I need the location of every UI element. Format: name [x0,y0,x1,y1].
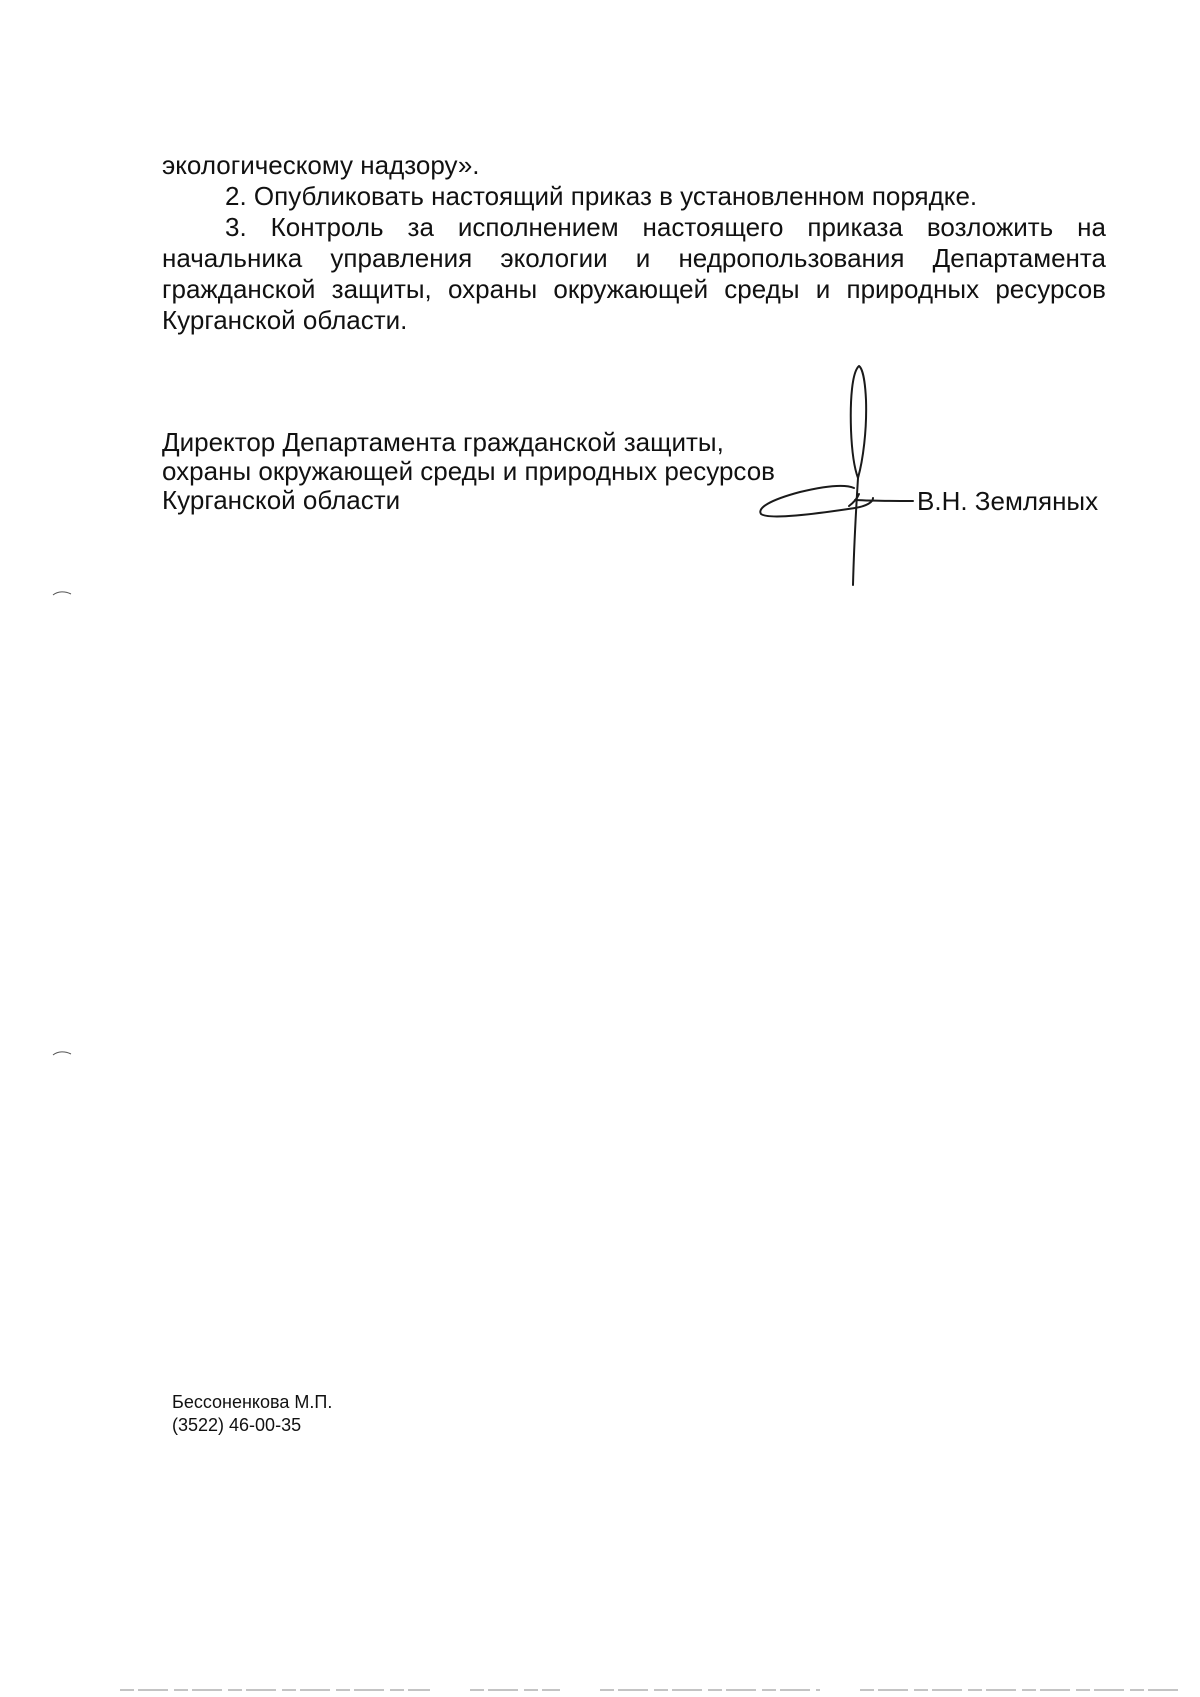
scan-artifact-mark [52,1050,72,1056]
position-line-3: Курганской области [162,485,401,515]
paragraph-continuation: экологическому надзору». [162,150,480,180]
executor-phone: (3522) 46-00-35 [172,1415,302,1435]
position-line-2: охраны окружающей среды и природных ресурсов [162,456,775,486]
position-line-1: Директор Департамента гражданской защиты, [162,427,724,457]
executor-name: Бессоненкова М.П. [172,1392,333,1412]
document-body [162,150,1106,336]
signer-name: В.Н. Земляных [917,486,1099,516]
handwritten-signature [755,360,915,590]
paragraph-item-3: 3. Контроль за исполнением настоящего приказа возложить на начальника управления экологии и недропользования Департамента гражданской защиты, охраны окружающей среды и природных ресурсов Курганской области. [162,212,1106,335]
signatory-position [162,428,802,515]
scan-artifact-mark [52,590,72,596]
paragraph-item-2: 2. Опубликовать настоящий приказ в установленном порядке. [225,181,978,211]
scan-bottom-edge [0,1688,1200,1692]
executor-info [172,1391,332,1437]
